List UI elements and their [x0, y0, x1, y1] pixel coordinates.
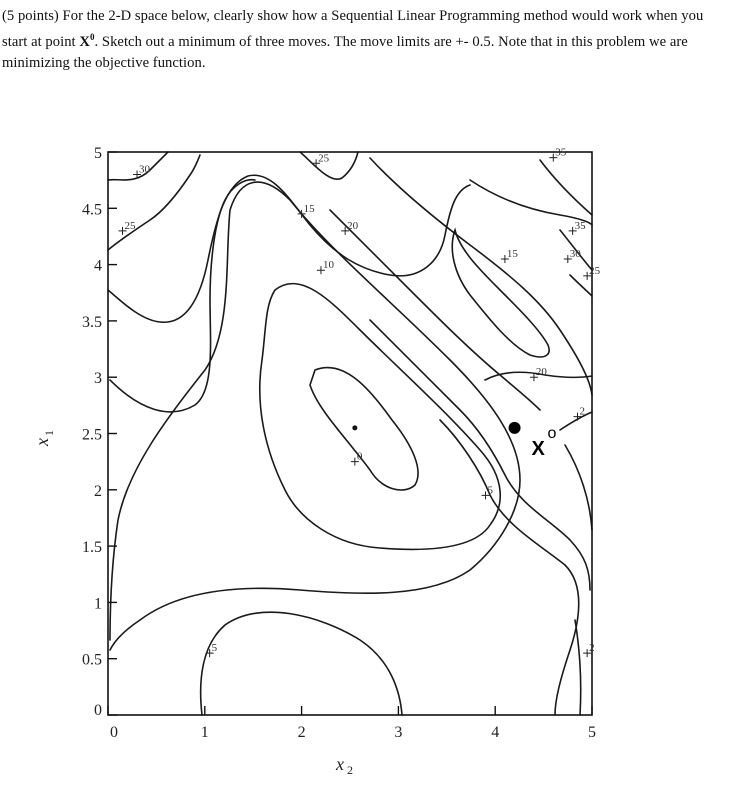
- contour-label: 30: [139, 163, 151, 176]
- contour-right-lower-2: [565, 445, 592, 530]
- start-point-label-sup: o: [547, 424, 557, 442]
- y-tick-label: 2: [94, 482, 102, 500]
- y-tick-label: 5: [94, 145, 102, 162]
- y-tick-label: 1.5: [82, 539, 102, 557]
- contour-0: [310, 368, 418, 490]
- contour-label: 15: [303, 202, 315, 215]
- x-tick-label: 0: [110, 724, 118, 741]
- contour-30-left: [108, 152, 168, 180]
- contour-15-right: [452, 230, 549, 357]
- contour-15: [108, 175, 470, 322]
- x-axis: [108, 706, 596, 741]
- x-tick-label: 1: [200, 724, 209, 741]
- y-tick-label: 3: [94, 370, 102, 388]
- y-tick-label: 3.5: [82, 313, 102, 331]
- contour-label: 2: [589, 642, 595, 655]
- problem-text-before: For the 2-D space below, clearly show how a Sequential Linear Programming method would work when you start at point: [2, 8, 704, 50]
- contour-5-bottom: [201, 612, 402, 715]
- x-tick-label: 3: [394, 724, 403, 741]
- x-axis-title: x: [336, 754, 344, 774]
- contour-label: 25: [318, 152, 330, 165]
- y-tick-label: 0: [94, 702, 102, 719]
- x-tick-label: 2: [297, 724, 306, 741]
- contour-right-corner-3: [570, 275, 592, 296]
- contour-label: 2: [579, 405, 585, 418]
- y-tick-label: 4.5: [82, 201, 102, 219]
- y-tick-label: 1: [94, 595, 102, 613]
- y-axis-title-group: [32, 430, 56, 447]
- problem-points: (5 points): [2, 8, 59, 24]
- contour-label: 20: [347, 219, 359, 232]
- x-tick-label: 4: [491, 724, 500, 741]
- contour-diag-5: [440, 420, 579, 715]
- contour-label: 35: [574, 219, 586, 232]
- contour-label: 5: [211, 642, 218, 655]
- contour-label: 35: [555, 146, 567, 159]
- start-point-sup: 0: [89, 32, 95, 42]
- y-axis-title-sub: 1: [42, 430, 56, 436]
- contour-5-center: [260, 284, 500, 550]
- y-tick-label: 2.5: [82, 426, 102, 444]
- start-point-letter: X: [79, 34, 90, 50]
- contour-20: [110, 180, 255, 412]
- contour-diag-3: [330, 210, 540, 410]
- contour-25-left: [108, 155, 200, 250]
- minimum-point-marker: [352, 425, 357, 430]
- contour-label: 25: [124, 219, 136, 232]
- contour-label: 20: [535, 366, 547, 379]
- contour-label: 0: [356, 450, 363, 463]
- y-tick-label: 0.5: [82, 651, 102, 669]
- start-point-label: X: [531, 437, 545, 460]
- contour-10: [110, 182, 520, 650]
- contour-right-bottom: [575, 620, 581, 715]
- x-tick-label: 5: [588, 724, 596, 741]
- y-axis-title: x: [32, 438, 52, 446]
- start-point-marker[interactable]: [509, 422, 521, 434]
- contour-right-lower: [560, 412, 592, 430]
- contour-diag-2: [470, 180, 592, 225]
- contour-label: 15: [506, 247, 518, 260]
- plot-frame: [108, 152, 592, 715]
- contour-label: 25: [589, 264, 601, 277]
- contour-label: 10: [322, 259, 334, 272]
- contour-label: 30: [569, 247, 581, 260]
- contour-lines: [108, 152, 592, 715]
- x-axis-title-sub: 2: [347, 763, 353, 777]
- contour-right-corner-1: [540, 160, 592, 215]
- contour-label: 5: [487, 484, 494, 497]
- y-tick-label: 4: [94, 257, 102, 275]
- y-axis: [82, 145, 117, 719]
- problem-text-after: . Sketch out a minimum of three moves. The move limits are +- 0.5. Note that in this problem we are minimizing the objective function.: [2, 34, 688, 71]
- contour-labels: [119, 147, 601, 657]
